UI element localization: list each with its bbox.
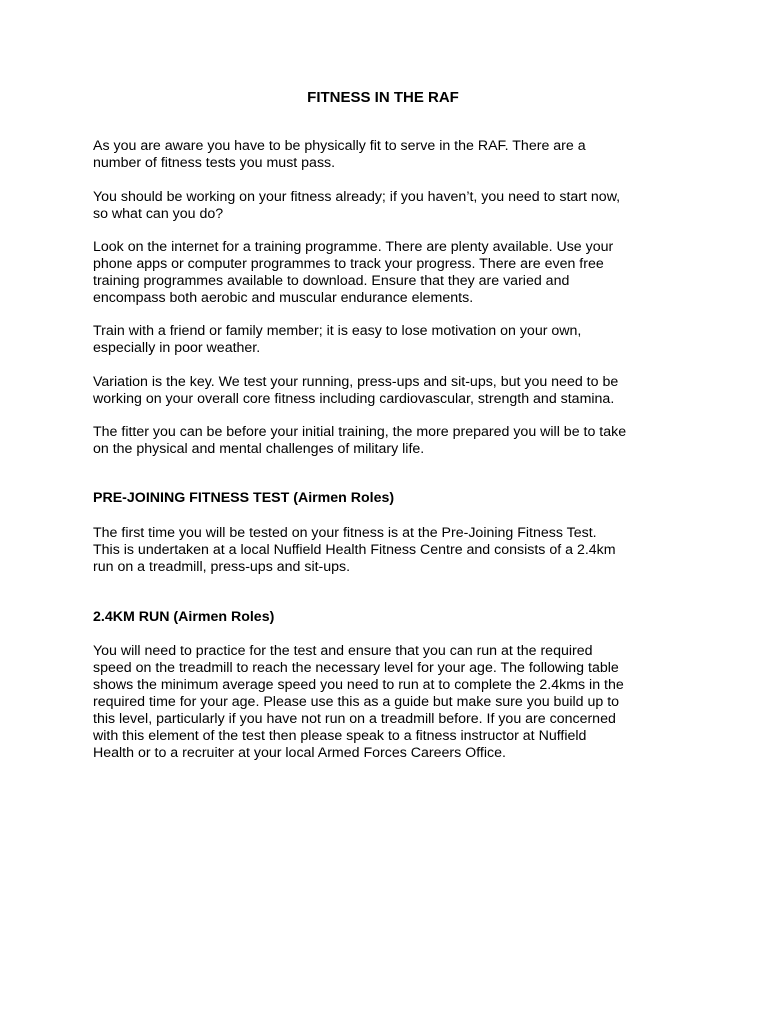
paragraph-line: this level, particularly if you have not run on a treadmill before. If you are concerned — [93, 711, 616, 727]
paragraph-line: speed on the treadmill to reach the necessary level for your age. The following table — [93, 660, 619, 676]
train-with-friend-paragraph — [93, 323, 683, 357]
paragraph-line: The fitter you can be before your initial training, the more prepared you will be to take — [93, 424, 627, 440]
variation-paragraph — [93, 374, 683, 408]
run-section-paragraph — [93, 643, 683, 762]
paragraph-line: Train with a friend or family member; it is easy to lose motivation on your own, — [93, 323, 582, 339]
paragraph-line: You should be working on your fitness already; if you haven’t, you need to start now, — [93, 189, 621, 205]
paragraph-line: on the physical and mental challenges of military life. — [93, 441, 425, 457]
document-title: FITNESS IN THE RAF — [307, 89, 459, 106]
fitness-start-paragraph — [93, 189, 683, 223]
pre-joining-test-paragraph — [93, 525, 683, 576]
paragraph-line: required time for your age. Please use this as a guide but make sure you build up to — [93, 694, 620, 710]
paragraph-line: working on your overall core fitness including cardiovascular, strength and stamina. — [93, 391, 615, 407]
preparedness-paragraph — [93, 424, 683, 458]
paragraph-line: encompass both aerobic and muscular endurance elements. — [93, 290, 474, 306]
paragraph-line: This is undertaken at a local Nuffield Health Fitness Centre and consists of a 2.4km — [93, 542, 616, 558]
training-programme-paragraph — [93, 239, 683, 307]
pre-joining-test-heading: PRE-JOINING FITNESS TEST (Airmen Roles) — [93, 490, 395, 506]
paragraph-line: Look on the internet for a training programme. There are plenty available. Use your — [93, 239, 614, 255]
paragraph-line: The first time you will be tested on your fitness is at the Pre-Joining Fitness Test. — [93, 525, 597, 541]
paragraph-line: As you are aware you have to be physically fit to serve in the RAF. There are a — [93, 138, 586, 154]
paragraph-line: number of fitness tests you must pass. — [93, 155, 336, 171]
paragraph-line: Variation is the key. We test your running, press-ups and sit-ups, but you need to be — [93, 374, 619, 390]
intro-paragraph — [93, 138, 683, 172]
paragraph-line: so what can you do? — [93, 206, 224, 222]
run-section-heading: 2.4KM RUN (Airmen Roles) — [93, 609, 275, 625]
paragraph-line: You will need to practice for the test and ensure that you can run at the required — [93, 643, 593, 659]
paragraph-line: phone apps or computer programmes to track your progress. There are even free — [93, 256, 604, 272]
paragraph-line: training programmes available to download. Ensure that they are varied and — [93, 273, 570, 289]
paragraph-line: especially in poor weather. — [93, 340, 261, 356]
paragraph-line: shows the minimum average speed you need to run at to complete the 2.4kms in the — [93, 677, 624, 693]
paragraph-line: Health or to a recruiter at your local Armed Forces Careers Office. — [93, 745, 506, 761]
paragraph-line: with this element of the test then please speak to a fitness instructor at Nuffield — [93, 728, 587, 744]
paragraph-line: run on a treadmill, press-ups and sit-ups. — [93, 559, 351, 575]
